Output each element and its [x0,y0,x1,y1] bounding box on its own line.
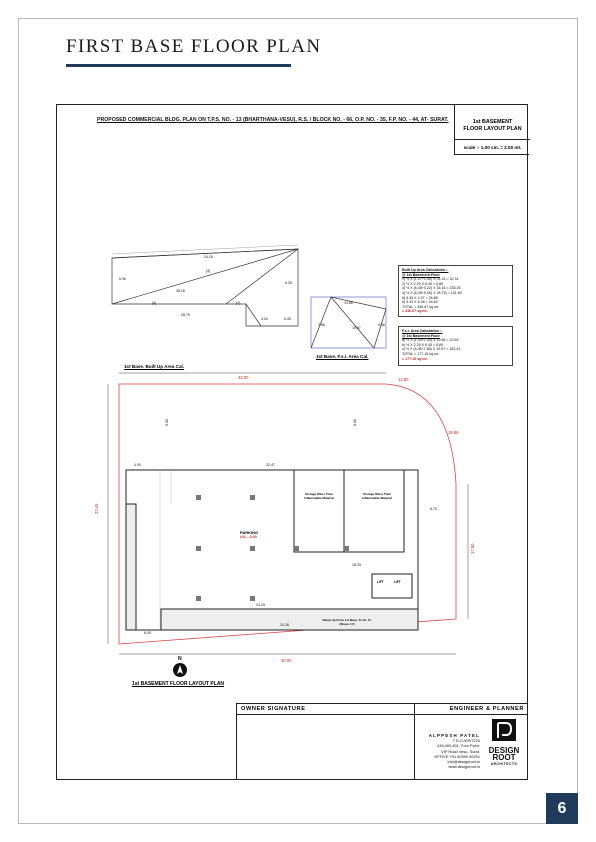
column [196,596,201,601]
plan-caption: 1st BASEMENT FLOOR LAYOUT PLAN [132,681,225,687]
fsi-caption: 1st Base. F.s.i. Area Cal. [316,354,369,359]
page-number-badge: 6 [546,793,578,824]
columns [196,495,349,601]
sheet-header: PROPOSED COMMERCIAL BLDG. PLAN ON T.P.S. NO. - 13 (BHARTHANA-VESU), R.S. / BLOCK NO. - 66, O.P. NO. - 35, F.P. NO. - 44, AT- SURAT. [97,117,449,123]
column [294,546,299,551]
column [250,596,255,601]
dim-text: 6.36 [378,323,385,327]
storage-1-label: Storage Other Than Inflammable Material [304,492,334,500]
fsi-calc-line: b) ½ X 2.29 X 6.45 = 6.69 [402,342,444,347]
dim-right: 17.50 [470,543,475,554]
dim-text: 4.04 [261,317,268,321]
builtup-calc-line: TOTAL = 436.67 sq.mt. [402,304,439,309]
page-title: FIRST BASE FLOOR PLAN [66,36,322,57]
dim-mid: 18.25 [352,563,361,567]
column [196,546,201,551]
engineer-line: info@designroot.in [447,759,480,765]
storage-2-label: Storage Other Than Inflammable Material [362,492,392,500]
dim-text: 35.18 [176,289,185,293]
lift-1-label: LIFT [377,580,384,584]
owner-signature-header: OWNER SIGNATURE [236,703,414,715]
engineer-line: 445,400,401, Four Point, [437,743,480,749]
dim-text: (3) [206,269,211,273]
title-rule [66,64,291,67]
builtup-calc-line: 2) ½ X 2.29 X 6.45 = 5.85 [402,281,444,286]
dim-text: 7.86 [318,323,325,327]
dim-right-off: 6.70 [430,507,437,511]
dim-arc-2: 19.86 [448,430,459,435]
plot-outline [119,384,456,644]
ramp-left [126,504,136,630]
north-arrow-icon [172,662,188,678]
north-label: N [178,656,182,662]
drawing-svg [56,104,528,704]
dim-top: 32.00 [238,375,249,380]
fsi-calc-heading: F.s.i. Area Calculation :- [402,329,443,333]
fsi-calc-total: = 177.15 sq.mt. [402,356,428,361]
lift-core [372,574,412,598]
builtup-numbers [119,255,292,321]
owner-signature-area [236,715,414,780]
dim-arc-1: 12.80 [398,377,409,382]
logo-word-1: DESIGN [488,746,520,755]
column [196,495,201,500]
parking-sublabel: LVL. -3.00 [240,535,257,539]
builtup-calc-subheading: @ 1st Basement Floor [402,272,440,277]
builtup-caption: 1st Base. Built Up Area Cal. [124,364,185,369]
builtup-outline [112,249,298,326]
dim-text: 6.35 [285,281,292,285]
dim-lower-left: 6.00 [144,631,151,635]
builtup-calc-line: 1) ½ X (1.27+1.40) X 24.18 = 32.31 [402,277,459,282]
builtup-dim [112,245,298,254]
dim-ramp-b: 24.36 [280,623,289,627]
builtup-calc-line: 6) 5.43 X 6.36 = 34.60 [402,300,438,305]
engineer-line: T.D.O./ER/7220 [452,738,480,744]
dim-setback-2: 6.00 [353,419,357,426]
storage-1 [294,470,344,552]
builtup-calc-heading: Built Up Area Calculation :- [402,268,449,272]
dim-text: 19.57 [352,326,361,330]
ramp-label: Ramp Up From 1st Base. To Gr. Fl. (Slope 1:7) [322,618,372,626]
builtup-calc-line: 4) ½ X (6.35+9.05) X 28.75) = 101.84 [402,290,462,295]
design-root-logo [484,718,524,776]
fsi-calc-subheading: @ 1st Basement Floor [402,333,440,338]
plot-boundary [119,384,456,644]
builtup-calc-total: = 436.67 sq.mt. [402,309,428,314]
column [250,546,255,551]
dim-inner-top: 32.47 [266,463,275,467]
dim-text: 6.36 [119,277,126,281]
dim-text: 19.85 [344,301,353,305]
storage-2 [344,470,404,552]
column [250,495,255,500]
parking-label: PARKING [240,530,259,535]
lift-2-label: LIFT [394,580,401,584]
logo-word-2: ROOT [492,753,516,763]
dim-text: 28.75 [181,313,190,317]
logo-subtitle: ARCHITECTS [490,761,518,766]
builtup-line [246,304,261,326]
builtup-calc-line: 5) 6.36 X 4.97 = 26.88 [402,295,438,300]
dim-text: 24.18 [204,255,213,259]
builtup-calc-box [398,265,513,317]
logo-mark-icon [491,718,517,742]
sheet-scale: scale :- 1.00 cm. = 2.00 mt. [463,145,522,150]
dim-inner-left: 4.00 [134,463,141,467]
engineer-line: VIP Road Vesu, Surat. [441,748,480,754]
column [344,546,349,551]
engineer-line: www.designroot.in [448,764,480,770]
engineer-name: ALPPESH PATEL [428,733,480,738]
builtup-calc-line: 3) ½ X (6.36+4.22) X 35.18 = 235.25 [402,286,461,291]
dim-text: (4) [152,301,157,305]
engineer-details [416,733,480,769]
sheet-title: 1st BASEMENT FLOOR LAYOUT PLAN [463,119,522,132]
dim-bottom: 40.00 [281,658,292,663]
dim-text: 6.45 [284,317,291,321]
dim-setback-1: 9.00 [165,419,169,426]
dim-left: 22.45 [94,503,99,514]
fsi-calc-line: c) ½ X (6.36+7.86) X 19.57 = 153.41 [402,347,461,352]
fsi-calc-line: TOTAL = 177.15 sq.mt. [402,351,439,356]
engineer-header: ENGINEER & PLANNER [414,703,528,715]
dim-text: (2) [236,301,241,305]
fsi-calc-box [398,326,513,366]
engineer-line: OFFICE +91 80990 90291 [434,753,480,759]
fsi-calc-line: a) ½ X (1.04+1.35) X 19.85 = 23.69 [402,338,459,343]
dim-ramp: 24.25 [256,603,265,607]
